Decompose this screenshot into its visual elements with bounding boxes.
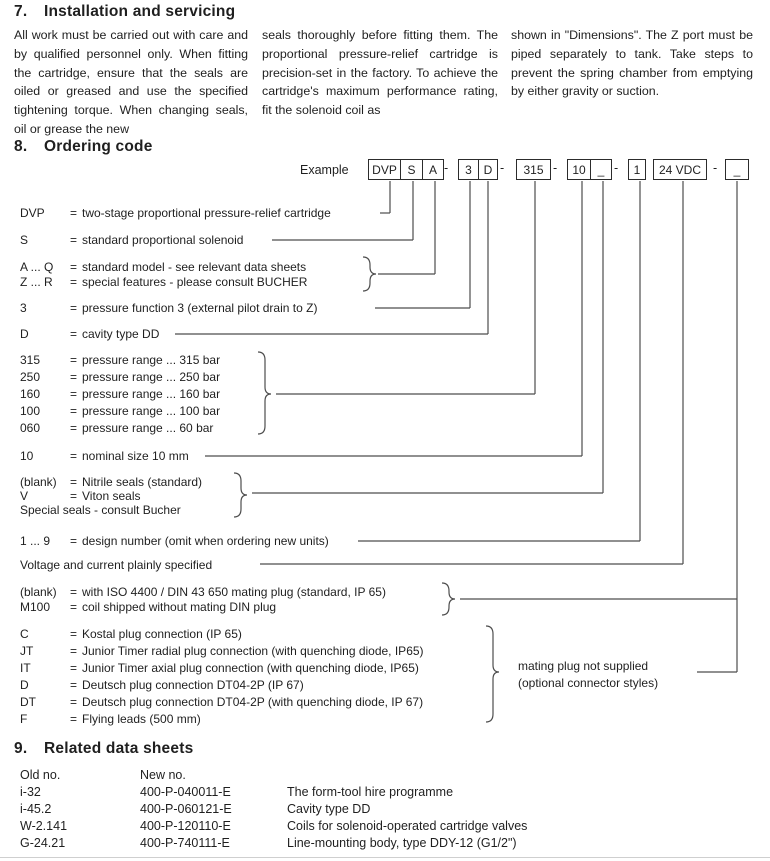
brace-seals-group (234, 473, 247, 517)
ordering-desc: pressure range ... 60 bar (82, 421, 214, 435)
code-separator: - (500, 161, 505, 175)
equals-sign: = (70, 585, 78, 599)
ordering-desc: Deutsch plug connection DT04-2P (with quenching diode, IP 67) (82, 695, 424, 709)
code-box-d: D (479, 159, 498, 180)
section7-title: Installation and servicing (44, 3, 236, 20)
ordering-desc: Junior Timer axial plug connection (with quenching diode, IP65) (82, 661, 419, 675)
mating-plug-note-line2: (optional connector styles) (518, 676, 659, 690)
equals-sign: = (70, 233, 78, 247)
ordering-code: D (20, 678, 29, 692)
ordering-code: C (20, 627, 29, 641)
equals-sign: = (70, 661, 78, 675)
brace-model-group (363, 257, 376, 291)
code-box-s: S (401, 159, 423, 180)
section8-title: Ordering code (44, 138, 153, 155)
section8-heading (14, 138, 153, 156)
new-no: 400-P-120110-E (140, 819, 231, 833)
ordering-desc: Viton seals (82, 489, 141, 503)
ordering-desc: two-stage proportional pressure-relief cartridge (82, 206, 331, 220)
section7-heading (14, 3, 235, 21)
ordering-desc: Nitrile seals (standard) (82, 475, 203, 489)
brace-connector-styles-group (486, 626, 499, 722)
ordering-code: Voltage and current plainly specified (20, 558, 213, 572)
ordering-desc: Flying leads (500 mm) (82, 712, 201, 726)
ordering-code: 1 ... 9 (20, 534, 51, 548)
ordering-desc: pressure range ... 100 bar (82, 404, 221, 418)
sheet-description: Coils for solenoid-operated cartridge valves (287, 819, 528, 833)
code-box-group-size-seals (567, 159, 612, 180)
equals-sign: = (70, 301, 78, 315)
page-bottom-rule (0, 857, 770, 858)
equals-sign: = (70, 489, 78, 503)
ordering-code: JT (20, 644, 34, 658)
sheet-description: The form-tool hire programme (287, 785, 454, 799)
equals-sign: = (70, 695, 78, 709)
equals-sign: = (70, 534, 78, 548)
code-box-group-plug (725, 159, 749, 180)
ordering-code: (blank) (20, 585, 57, 599)
code-box-plug-blank: _ (725, 159, 749, 180)
mating-plug-note-line1: mating plug not supplied (518, 659, 649, 673)
ordering-desc: special features - please consult BUCHER (82, 275, 308, 289)
code-box-group-model (368, 159, 444, 180)
ordering-code: (blank) (20, 475, 57, 489)
section8-number: 8. (14, 138, 28, 155)
ordering-desc: Deutsch plug connection DT04-2P (IP 67) (82, 678, 304, 692)
code-box-315: 315 (516, 159, 551, 180)
code-separator: - (553, 161, 558, 175)
new-no: 400-P-740111-E (140, 836, 230, 850)
ordering-code: M100 (20, 600, 51, 614)
code-box-dvp: DVP (368, 159, 401, 180)
equals-sign: = (70, 260, 78, 274)
section9-title: Related data sheets (44, 740, 194, 757)
code-box-a: A (423, 159, 444, 180)
equals-sign: = (70, 600, 78, 614)
code-box-group-function (458, 159, 498, 180)
code-box-group-design (628, 159, 646, 180)
ordering-desc: standard model - see relevant data sheets (82, 260, 307, 274)
ordering-code: V (20, 489, 29, 503)
equals-sign: = (70, 387, 78, 401)
equals-sign: = (70, 327, 78, 341)
equals-sign: = (70, 712, 78, 726)
column-header-new-no: New no. (140, 768, 186, 782)
ordering-code: DT (20, 695, 36, 709)
section9-number: 9. (14, 740, 28, 757)
ordering-desc: pressure range ... 315 bar (82, 353, 221, 367)
old-no: i-45.2 (20, 802, 52, 816)
code-box-group-pressure (516, 159, 551, 180)
ordering-code: 250 (20, 370, 41, 384)
column-header-old-no: Old no. (20, 768, 61, 782)
ordering-code: A ... Q (20, 260, 54, 274)
equals-sign: = (70, 678, 78, 692)
code-box-24vdc: 24 VDC (653, 159, 707, 180)
ordering-desc: pressure function 3 (external pilot drain to Z) (82, 301, 318, 315)
code-box-group-voltage (653, 159, 707, 180)
sheet-description: Line-mounting body, type DDY-12 (G1/2") (287, 836, 517, 850)
equals-sign: = (70, 644, 78, 658)
ordering-code: 10 (20, 449, 34, 463)
ordering-code: DVP (20, 206, 45, 220)
ordering-desc: Kostal plug connection (IP 65) (82, 627, 242, 641)
code-separator: - (614, 161, 619, 175)
section7-number: 7. (14, 3, 28, 20)
code-separator: - (444, 161, 449, 175)
equals-sign: = (70, 206, 78, 220)
code-box-3: 3 (458, 159, 479, 180)
section7-column-1: All work must be carried out with care and by qualified personnel only. When fitting the cartridge, ensure that the seals are oiled or greased and use the specified tightening torque. When changing seals, oil or grease the new (14, 28, 248, 136)
ordering-code: F (20, 712, 28, 726)
equals-sign: = (70, 421, 78, 435)
new-no: 400-P-060121-E (140, 802, 232, 816)
equals-sign: = (70, 404, 78, 418)
brace-din-plug-group (442, 583, 455, 615)
equals-sign: = (70, 627, 78, 641)
section9-heading (14, 740, 193, 758)
equals-sign: = (70, 370, 78, 384)
ordering-desc: standard proportional solenoid (82, 233, 244, 247)
ordering-code: 315 (20, 353, 41, 367)
ordering-code: 100 (20, 404, 41, 418)
code-box-10: 10 (567, 159, 591, 180)
ordering-desc: with ISO 4400 / DIN 43 650 mating plug (standard, IP 65) (82, 585, 386, 599)
ordering-code: Special seals - consult Bucher (20, 503, 181, 517)
ordering-desc: Junior Timer radial plug connection (with quenching diode, IP65) (82, 644, 424, 658)
brace-pressure-group (258, 352, 271, 434)
ordering-desc: coil shipped without mating DIN plug (82, 600, 277, 614)
ordering-desc: pressure range ... 160 bar (82, 387, 221, 401)
equals-sign: = (70, 449, 78, 463)
code-box-seal-blank: _ (591, 159, 612, 180)
old-no: G-24.21 (20, 836, 66, 850)
old-no: i-32 (20, 785, 41, 799)
code-separator: - (713, 161, 718, 175)
ordering-code: 3 (20, 301, 27, 315)
equals-sign: = (70, 475, 78, 489)
ordering-code: 160 (20, 387, 41, 401)
ordering-code: S (20, 233, 29, 247)
section7-column-3: shown in "Dimensions". The Z port must be piped separately to tank. Take steps to prevent the spring chamber from emptying by either gravity or suction. (511, 28, 753, 99)
ordering-desc: pressure range ... 250 bar (82, 370, 221, 384)
old-no: W-2.141 (20, 819, 68, 833)
ordering-desc: design number (omit when ordering new units) (82, 534, 329, 548)
equals-sign: = (70, 275, 78, 289)
new-no: 400-P-040011-E (140, 785, 231, 799)
ordering-desc: nominal size 10 mm (82, 449, 189, 463)
section7-column-2: seals thoroughly before fitting them. The proportional pressure-relief cartridge is precision-set in the factory. To achieve the cartridge's maximum performance rating, fit the solenoid coil as (262, 28, 498, 118)
ordering-code: D (20, 327, 29, 341)
example-label: Example (300, 163, 349, 177)
ordering-code: IT (20, 661, 31, 675)
ordering-desc: cavity type DD (82, 327, 160, 341)
ordering-code: 060 (20, 421, 41, 435)
ordering-code: Z ... R (20, 275, 53, 289)
sheet-description: Cavity type DD (287, 802, 371, 816)
equals-sign: = (70, 353, 78, 367)
code-box-1: 1 (628, 159, 646, 180)
